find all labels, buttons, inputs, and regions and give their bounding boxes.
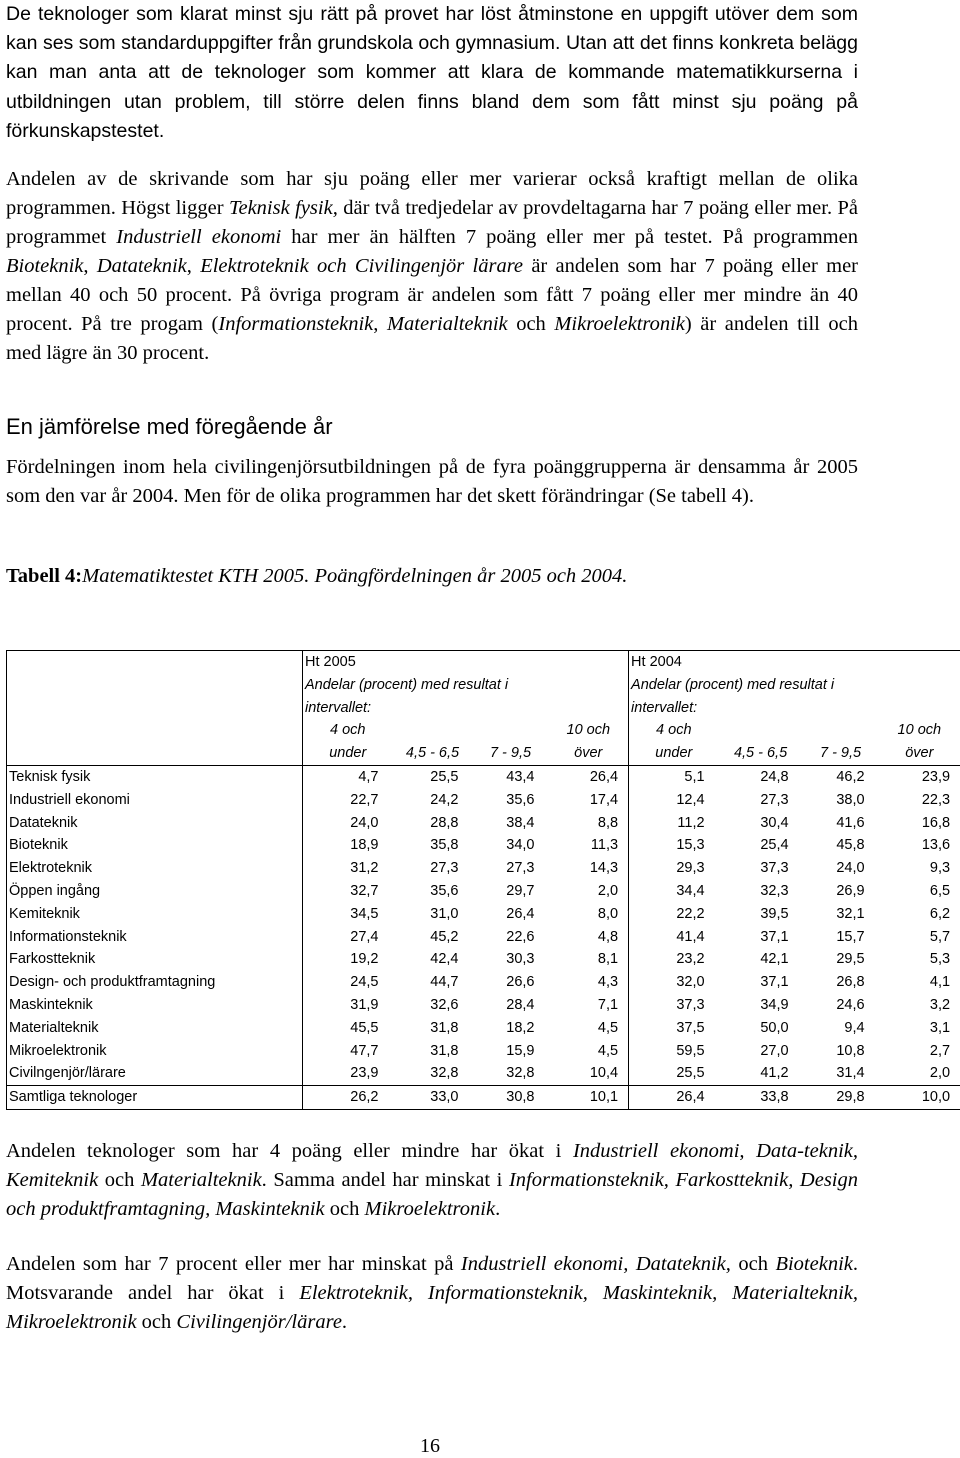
value-cell: 16,8 <box>879 812 960 835</box>
value-cell: 10,1 <box>549 1086 629 1110</box>
program-cell: Civilngenjör/lärare <box>7 1062 303 1085</box>
value-cell: 33,8 <box>719 1086 803 1110</box>
col-header-4-och: 4 och <box>303 719 393 742</box>
value-cell: 33,0 <box>393 1086 473 1110</box>
text-run: , <box>187 255 200 277</box>
program-cell: Design- och produktframtagning <box>7 971 303 994</box>
program-name: Industriell ekonomi, Datateknik, <box>461 1253 731 1275</box>
value-cell: 47,7 <box>303 1040 393 1063</box>
value-cell: 43,4 <box>473 765 549 788</box>
value-cell: 23,9 <box>303 1062 393 1085</box>
section-heading: En jämförelse med föregående år <box>6 414 333 440</box>
text-run: Andelen som har 7 procent eller mer har minskat på <box>6 1253 461 1275</box>
subtitle-2004-line2: intervallet: <box>629 697 960 720</box>
value-cell: 41,2 <box>719 1062 803 1085</box>
table-row <box>7 834 960 857</box>
value-cell: 27,0 <box>719 1040 803 1063</box>
col-header-7-9-5: 7 - 9,5 <box>803 742 879 765</box>
table-row <box>7 1040 960 1063</box>
program-name: Materialteknik <box>141 1169 262 1191</box>
value-cell: 41,6 <box>803 812 879 835</box>
table-row <box>7 1017 960 1040</box>
program-cell: Elektroteknik <box>7 857 303 880</box>
value-cell: 8,1 <box>549 948 629 971</box>
program-name: Industriell ekonomi, Data-teknik, Kemiteknik <box>6 1140 858 1191</box>
value-cell: 24,8 <box>719 765 803 788</box>
value-cell: 18,9 <box>303 834 393 857</box>
value-cell: 50,0 <box>719 1017 803 1040</box>
value-cell: 31,2 <box>303 857 393 880</box>
value-cell: 26,4 <box>549 765 629 788</box>
text-run: och <box>508 313 555 335</box>
value-cell: 18,2 <box>473 1017 549 1040</box>
text-run: och <box>98 1169 141 1191</box>
program-name: och Civilingenjör lärare <box>317 255 523 277</box>
table-row <box>7 880 960 903</box>
value-cell: 38,4 <box>473 812 549 835</box>
program-cell: Industriell ekonomi <box>7 789 303 812</box>
value-cell: 23,9 <box>879 765 960 788</box>
value-cell: 31,8 <box>393 1017 473 1040</box>
text-run: . Motsvarande andel har ökat i <box>6 1253 858 1304</box>
value-cell: 26,4 <box>629 1086 719 1110</box>
value-cell: 29,8 <box>803 1086 879 1110</box>
text-run: . <box>342 1311 347 1333</box>
program-cell: Datateknik <box>7 812 303 835</box>
table-row <box>7 765 960 788</box>
value-cell: 9,3 <box>879 857 960 880</box>
col-header-7-9-5: 7 - 9,5 <box>473 742 549 765</box>
program-name: Informationsteknik <box>218 313 373 335</box>
text-run: ) är andelen till och med lägre än 30 procent. <box>6 313 858 364</box>
table-row <box>7 812 960 835</box>
program-name: Civilingenjör/lärare <box>176 1311 342 1333</box>
value-cell: 11,2 <box>629 812 719 835</box>
col-header-under: under <box>303 742 393 765</box>
value-cell: 22,3 <box>879 789 960 812</box>
value-cell: 26,9 <box>803 880 879 903</box>
value-cell: 32,8 <box>473 1062 549 1085</box>
program-name: Elektroteknik, Informationsteknik, Maskinteknik, Materialteknik, Mikroelektronik <box>6 1282 858 1333</box>
value-cell: 28,4 <box>473 994 549 1017</box>
value-cell: 4,5 <box>549 1017 629 1040</box>
paragraph-intro-text: De teknologer som klarat minst sju rätt på provet har löst åtminstone en uppgift utöver dem som kan ses som standarduppgifter från grundskola och gymnasium. Utan att det finns konkreta belägg kan man anta att de teknologer som kommer att klara de kommande matematikkurserna i utbildningen utan problem, till större delen finns bland dem som fått minst sju poäng på förkunskapstestet. <box>6 0 858 146</box>
table-row <box>7 903 960 926</box>
program-cell: Informationsteknik <box>7 926 303 949</box>
table-row <box>7 857 960 880</box>
value-cell: 26,8 <box>803 971 879 994</box>
value-cell: 2,0 <box>879 1062 960 1085</box>
table-row <box>7 926 960 949</box>
value-cell: 29,5 <box>803 948 879 971</box>
value-cell: 10,0 <box>879 1086 960 1110</box>
value-cell: 24,6 <box>803 994 879 1017</box>
year-2004-header: Ht 2004 <box>629 651 960 674</box>
text-run: har mer än hälften 7 poäng eller mer på testet. På programmen <box>281 226 858 248</box>
program-cell: Materialteknik <box>7 1017 303 1040</box>
value-cell: 34,0 <box>473 834 549 857</box>
value-cell: 8,8 <box>549 812 629 835</box>
table-row <box>7 789 960 812</box>
paragraph-program-shares <box>6 165 858 368</box>
value-cell: 35,6 <box>393 880 473 903</box>
value-cell: 2,0 <box>549 880 629 903</box>
value-cell: 37,3 <box>719 857 803 880</box>
value-cell: 22,7 <box>303 789 393 812</box>
value-cell: 30,8 <box>473 1086 549 1110</box>
value-cell: 34,9 <box>719 994 803 1017</box>
value-cell: 17,4 <box>549 789 629 812</box>
value-cell: 26,6 <box>473 971 549 994</box>
value-cell: 32,6 <box>393 994 473 1017</box>
program-name: Materialteknik <box>387 313 508 335</box>
subtitle-2005-line2: intervallet: <box>303 697 629 720</box>
value-cell: 42,1 <box>719 948 803 971</box>
program-cell: Farkostteknik <box>7 948 303 971</box>
program-cell: Bioteknik <box>7 834 303 857</box>
program-name: Bioteknik <box>6 255 83 277</box>
program-name: Elektroteknik <box>200 255 309 277</box>
value-cell: 32,1 <box>803 903 879 926</box>
value-cell: 45,8 <box>803 834 879 857</box>
value-cell: 31,4 <box>803 1062 879 1085</box>
table-caption-label: Tabell 4: <box>6 565 82 587</box>
text-run: och <box>325 1198 365 1220</box>
program-name: Industriell ekonomi <box>116 226 281 248</box>
col-header-4-5-6-5: 4,5 - 6,5 <box>393 742 473 765</box>
text-run: Andelen teknologer som har 4 poäng eller mindre har ökat i <box>6 1140 573 1162</box>
value-cell: 2,7 <box>879 1040 960 1063</box>
text-run: där två tredjedelar av provdeltagarna har 7 poäng eller mer. På programmet <box>6 197 858 248</box>
value-cell: 23,2 <box>629 948 719 971</box>
value-cell: 44,7 <box>393 971 473 994</box>
value-cell: 37,3 <box>629 994 719 1017</box>
value-cell: 4,8 <box>549 926 629 949</box>
value-cell: 11,3 <box>549 834 629 857</box>
paragraph-intro <box>6 0 858 146</box>
program-cell: Samtliga teknologer <box>7 1086 303 1110</box>
value-cell: 22,6 <box>473 926 549 949</box>
results-table <box>6 650 960 1110</box>
value-cell: 46,2 <box>803 765 879 788</box>
col-header-10-och: 10 och <box>879 719 960 742</box>
col-header-over: över <box>879 742 960 765</box>
value-cell: 32,0 <box>629 971 719 994</box>
value-cell: 37,5 <box>629 1017 719 1040</box>
value-cell: 31,8 <box>393 1040 473 1063</box>
program-name: Bioteknik <box>775 1253 852 1275</box>
text-run: är andelen som har 7 poäng eller mer mellan 40 och 50 procent. På övriga program är andelen som fått 7 poäng eller mer mindre än 40 procent. På tre progam ( <box>6 255 858 335</box>
value-cell: 34,4 <box>629 880 719 903</box>
value-cell: 25,5 <box>393 765 473 788</box>
value-cell: 32,8 <box>393 1062 473 1085</box>
text-run: och <box>731 1253 776 1275</box>
text-run: , <box>83 255 96 277</box>
text-run: . Samma andel har minskat i <box>262 1169 509 1191</box>
table-caption <box>6 565 627 588</box>
value-cell: 37,1 <box>719 926 803 949</box>
col-header-4-5-6-5: 4,5 - 6,5 <box>719 742 803 765</box>
col-header-under: under <box>629 742 719 765</box>
value-cell: 29,7 <box>473 880 549 903</box>
program-name: Datateknik <box>97 255 187 277</box>
program-name: Mikroelektronik <box>365 1198 496 1220</box>
page-number: 16 <box>420 1435 440 1458</box>
table-row <box>7 948 960 971</box>
value-cell: 13,6 <box>879 834 960 857</box>
value-cell: 5,1 <box>629 765 719 788</box>
value-cell: 4,5 <box>549 1040 629 1063</box>
value-cell: 29,3 <box>629 857 719 880</box>
value-cell: 32,3 <box>719 880 803 903</box>
text-run: . <box>495 1198 500 1220</box>
value-cell: 27,3 <box>393 857 473 880</box>
value-cell: 30,3 <box>473 948 549 971</box>
paragraph-comparison <box>6 453 858 511</box>
value-cell: 27,4 <box>303 926 393 949</box>
value-cell: 5,3 <box>879 948 960 971</box>
value-cell: 32,7 <box>303 880 393 903</box>
table-row <box>7 994 960 1017</box>
value-cell: 4,1 <box>879 971 960 994</box>
value-cell: 31,9 <box>303 994 393 1017</box>
col-header-4-och: 4 och <box>629 719 719 742</box>
value-cell: 7,1 <box>549 994 629 1017</box>
text-run: , <box>373 313 387 335</box>
value-cell: 42,4 <box>393 948 473 971</box>
value-cell: 31,0 <box>393 903 473 926</box>
value-cell: 59,5 <box>629 1040 719 1063</box>
value-cell: 35,6 <box>473 789 549 812</box>
value-cell: 14,3 <box>549 857 629 880</box>
value-cell: 37,1 <box>719 971 803 994</box>
table-total-row <box>7 1086 960 1110</box>
program-cell: Öppen ingång <box>7 880 303 903</box>
subtitle-2005-line1: Andelar (procent) med resultat i <box>303 674 629 697</box>
value-cell: 27,3 <box>719 789 803 812</box>
year-2005-header: Ht 2005 <box>303 651 629 674</box>
value-cell: 35,8 <box>393 834 473 857</box>
value-cell: 28,8 <box>393 812 473 835</box>
program-cell: Maskinteknik <box>7 994 303 1017</box>
value-cell: 24,0 <box>303 812 393 835</box>
value-cell: 15,3 <box>629 834 719 857</box>
value-cell: 3,2 <box>879 994 960 1017</box>
value-cell: 15,7 <box>803 926 879 949</box>
program-cell: Mikroelektronik <box>7 1040 303 1063</box>
table-row <box>7 971 960 994</box>
value-cell: 26,4 <box>473 903 549 926</box>
program-name: Mikroelektronik <box>554 313 685 335</box>
paragraph-comparison-text: Fördelningen inom hela civilingenjörsutbildningen på de fyra poänggrupperna är densamma år 2005 som den var år 2004. Men för de olika programmen har det skett förändringar (Se tabell 4). <box>6 453 858 511</box>
program-name: Teknisk fysik, <box>229 197 338 219</box>
value-cell: 24,0 <box>803 857 879 880</box>
value-cell: 30,4 <box>719 812 803 835</box>
subtitle-2004-line1: Andelar (procent) med resultat i <box>629 674 960 697</box>
value-cell: 10,8 <box>803 1040 879 1063</box>
value-cell: 27,3 <box>473 857 549 880</box>
value-cell: 4,3 <box>549 971 629 994</box>
program-cell: Teknisk fysik <box>7 765 303 788</box>
text-run: och <box>137 1311 177 1333</box>
value-cell: 24,2 <box>393 789 473 812</box>
value-cell: 38,0 <box>803 789 879 812</box>
text-run: Andelen av de skrivande som har sju poäng eller mer varierar också kraftigt mellan de olika programmen. Högst ligger <box>6 168 858 219</box>
value-cell: 45,5 <box>303 1017 393 1040</box>
text-run <box>309 255 317 277</box>
value-cell: 25,5 <box>629 1062 719 1085</box>
value-cell: 6,2 <box>879 903 960 926</box>
value-cell: 22,2 <box>629 903 719 926</box>
program-name: Informationsteknik, Farkostteknik, Design och produktframtagning, Maskinteknik <box>6 1169 858 1220</box>
value-cell: 26,2 <box>303 1086 393 1110</box>
program-cell: Kemiteknik <box>7 903 303 926</box>
value-cell: 19,2 <box>303 948 393 971</box>
value-cell: 41,4 <box>629 926 719 949</box>
paragraph-high-scores <box>6 1250 858 1337</box>
value-cell: 39,5 <box>719 903 803 926</box>
table-caption-text: Matematiktestet KTH 2005. Poängfördelningen år 2005 och 2004. <box>82 565 627 587</box>
value-cell: 10,4 <box>549 1062 629 1085</box>
value-cell: 12,4 <box>629 789 719 812</box>
table-row <box>7 1062 960 1085</box>
value-cell: 5,7 <box>879 926 960 949</box>
col-header-over: över <box>549 742 629 765</box>
value-cell: 6,5 <box>879 880 960 903</box>
value-cell: 25,4 <box>719 834 803 857</box>
value-cell: 15,9 <box>473 1040 549 1063</box>
value-cell: 8,0 <box>549 903 629 926</box>
col-header-10-och: 10 och <box>549 719 629 742</box>
value-cell: 45,2 <box>393 926 473 949</box>
value-cell: 4,7 <box>303 765 393 788</box>
value-cell: 9,4 <box>803 1017 879 1040</box>
value-cell: 3,1 <box>879 1017 960 1040</box>
value-cell: 34,5 <box>303 903 393 926</box>
value-cell: 24,5 <box>303 971 393 994</box>
paragraph-low-scores <box>6 1137 858 1224</box>
